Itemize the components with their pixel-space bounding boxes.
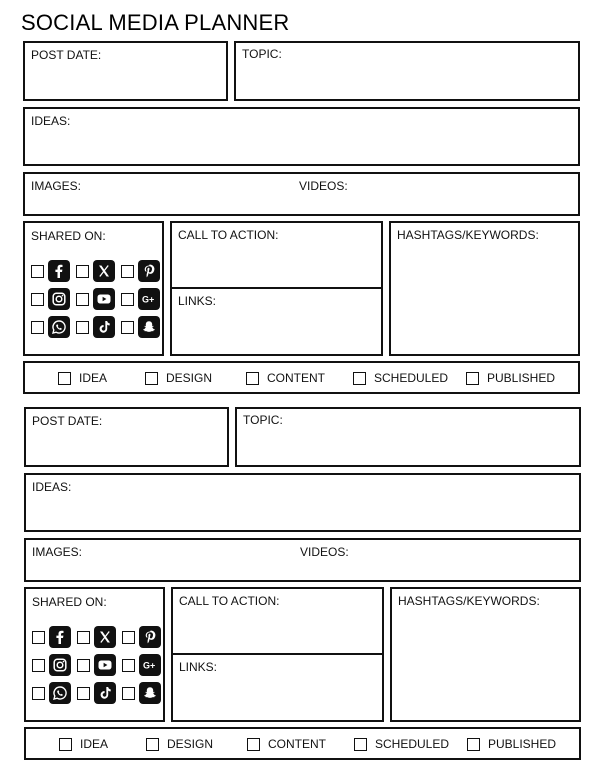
post-date-label: POST DATE: (32, 414, 103, 428)
cta-label: CALL TO ACTION: (179, 594, 280, 608)
hashtags-field[interactable] (390, 587, 581, 722)
status-checkbox[interactable] (466, 372, 479, 385)
topic-field[interactable] (234, 41, 580, 101)
status-label: IDEA (80, 737, 109, 751)
images-label: IMAGES: (32, 545, 83, 559)
status-option (58, 371, 107, 385)
media-field[interactable] (23, 172, 580, 216)
hashtags-label: HASHTAGS/KEYWORDS: (397, 228, 539, 242)
status-label: DESIGN (166, 371, 213, 385)
status-label: SCHEDULED (374, 371, 449, 385)
tiktok-checkbox[interactable] (77, 687, 90, 700)
snapchat-icon (138, 316, 160, 338)
platform-row (31, 313, 166, 341)
status-label: IDEA (79, 371, 108, 385)
youtube-icon (94, 654, 116, 676)
status-label: PUBLISHED (488, 737, 557, 751)
status-option (146, 737, 213, 751)
platform-snapchat (121, 316, 160, 338)
platform-row (32, 679, 167, 707)
post-date-field[interactable] (24, 407, 229, 467)
youtube-checkbox[interactable] (76, 293, 89, 306)
status-option (466, 371, 555, 385)
platform-grid (32, 623, 167, 707)
pinterest-checkbox[interactable] (122, 631, 135, 644)
page-title: SOCIAL MEDIA PLANNER (21, 10, 290, 35)
status-checkbox[interactable] (58, 372, 71, 385)
platform-x (77, 626, 116, 648)
ideas-field[interactable] (24, 473, 581, 532)
facebook-checkbox[interactable] (32, 631, 45, 644)
x-icon (93, 260, 115, 282)
whatsapp-checkbox[interactable] (31, 321, 44, 334)
status-bar (24, 727, 581, 760)
whatsapp-checkbox[interactable] (32, 687, 45, 700)
ideas-label: IDEAS: (31, 114, 71, 128)
status-option (247, 737, 326, 751)
facebook-icon (49, 626, 71, 648)
status-options (26, 729, 579, 758)
ideas-label: IDEAS: (32, 480, 72, 494)
svg-text:G+: G+ (143, 660, 156, 671)
platform-youtube (76, 288, 115, 310)
platform-row (32, 623, 167, 651)
videos-label: VIDEOS: (300, 545, 349, 559)
platform-instagram (31, 288, 70, 310)
snapchat-icon (139, 682, 161, 704)
platform-tiktok (77, 682, 116, 704)
post-date-field[interactable] (23, 41, 228, 101)
platform-row (31, 257, 166, 285)
platform-whatsapp (31, 316, 70, 338)
instagram-icon (49, 654, 71, 676)
pinterest-checkbox[interactable] (121, 265, 134, 278)
status-option (59, 737, 108, 751)
status-label: CONTENT (267, 371, 325, 385)
platform-google-plus (121, 288, 160, 310)
hashtags-label: HASHTAGS/KEYWORDS: (398, 594, 540, 608)
pinterest-icon (138, 260, 160, 282)
pinterest-icon (139, 626, 161, 648)
status-option (145, 371, 212, 385)
platform-whatsapp (32, 682, 71, 704)
youtube-icon (93, 288, 115, 310)
platform-grid (31, 257, 166, 341)
videos-label: VIDEOS: (299, 179, 348, 193)
images-label: IMAGES: (31, 179, 82, 193)
links-field[interactable] (171, 653, 384, 722)
status-checkbox[interactable] (145, 372, 158, 385)
platform-instagram (32, 654, 71, 676)
status-option (467, 737, 556, 751)
topic-label: TOPIC: (243, 413, 283, 427)
tiktok-icon (93, 316, 115, 338)
media-field[interactable] (24, 538, 581, 582)
x-checkbox[interactable] (76, 265, 89, 278)
status-label: SCHEDULED (375, 737, 450, 751)
status-option (353, 371, 448, 385)
status-label: DESIGN (167, 737, 214, 751)
whatsapp-icon (49, 682, 71, 704)
snapchat-checkbox[interactable] (122, 687, 135, 700)
shared-on-panel (23, 221, 164, 356)
status-option (354, 737, 449, 751)
google-plus-icon (139, 654, 161, 676)
platform-row (32, 651, 167, 679)
platform-facebook (31, 260, 70, 282)
status-checkbox[interactable] (353, 372, 366, 385)
platform-youtube (77, 654, 116, 676)
google-plus-checkbox[interactable] (121, 293, 134, 306)
call-to-action-field[interactable] (171, 587, 384, 655)
instagram-checkbox[interactable] (32, 659, 45, 672)
platform-pinterest (122, 626, 161, 648)
status-checkbox[interactable] (354, 738, 367, 751)
tiktok-checkbox[interactable] (76, 321, 89, 334)
planner-entry-1 (0, 41, 600, 401)
whatsapp-icon (48, 316, 70, 338)
call-to-action-field[interactable] (170, 221, 383, 289)
x-icon (94, 626, 116, 648)
status-checkbox[interactable] (146, 738, 159, 751)
status-label: PUBLISHED (487, 371, 556, 385)
topic-field[interactable] (235, 407, 581, 467)
x-checkbox[interactable] (77, 631, 90, 644)
shared-on-panel (24, 587, 165, 722)
instagram-checkbox[interactable] (31, 293, 44, 306)
status-checkbox[interactable] (246, 372, 259, 385)
instagram-icon (48, 288, 70, 310)
links-field[interactable] (170, 287, 383, 356)
status-bar (23, 361, 580, 394)
ideas-field[interactable] (23, 107, 580, 166)
tiktok-icon (94, 682, 116, 704)
snapchat-checkbox[interactable] (121, 321, 134, 334)
google-plus-icon (138, 288, 160, 310)
planner-entry-2 (1, 407, 600, 767)
platform-x (76, 260, 115, 282)
shared-on-label: SHARED ON: (31, 229, 106, 243)
facebook-checkbox[interactable] (31, 265, 44, 278)
shared-on-label: SHARED ON: (32, 595, 107, 609)
links-label: LINKS: (178, 294, 217, 308)
svg-text:G+: G+ (142, 294, 155, 305)
topic-label: TOPIC: (242, 47, 282, 61)
platform-row (31, 285, 166, 313)
platform-pinterest (121, 260, 160, 282)
status-checkbox[interactable] (467, 738, 480, 751)
status-checkbox[interactable] (247, 738, 260, 751)
platform-tiktok (76, 316, 115, 338)
status-label: CONTENT (268, 737, 326, 751)
platform-facebook (32, 626, 71, 648)
cta-label: CALL TO ACTION: (178, 228, 279, 242)
google-plus-checkbox[interactable] (122, 659, 135, 672)
links-label: LINKS: (179, 660, 218, 674)
status-option (246, 371, 325, 385)
post-date-label: POST DATE: (31, 48, 102, 62)
youtube-checkbox[interactable] (77, 659, 90, 672)
status-checkbox[interactable] (59, 738, 72, 751)
hashtags-field[interactable] (389, 221, 580, 356)
status-options (25, 363, 578, 392)
platform-snapchat (122, 682, 161, 704)
platform-google-plus (122, 654, 161, 676)
facebook-icon (48, 260, 70, 282)
